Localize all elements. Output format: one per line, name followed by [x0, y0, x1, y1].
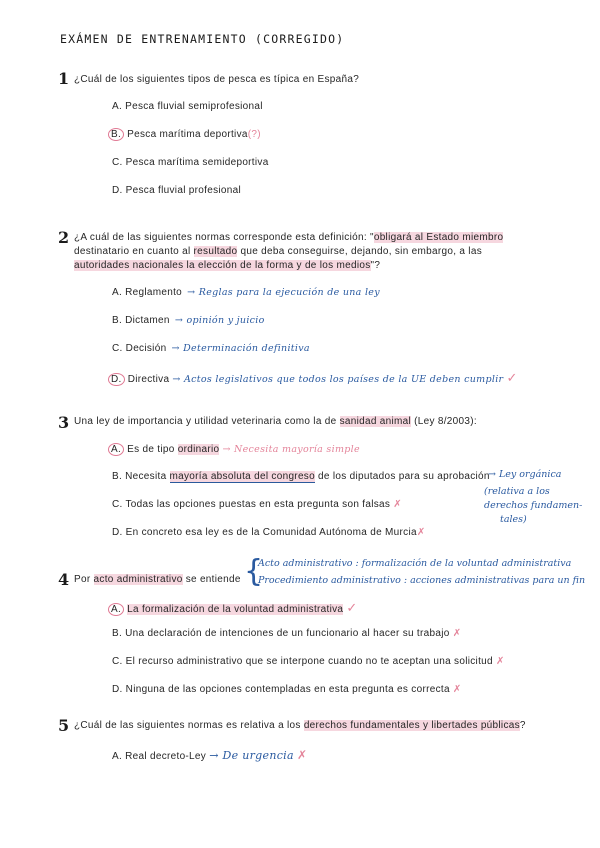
q2-option-a-text: A. Reglamento — [112, 287, 183, 298]
q4-option-c-text: C. El recurso administrativo que se interpone cuando no te aceptan una solicitud — [112, 656, 493, 667]
question-2-line-3 — [74, 259, 380, 274]
cross-icon: ✗ — [452, 684, 462, 695]
q3-option-a — [112, 443, 360, 456]
q4-text-2: se entiende — [182, 574, 241, 585]
highlight: sanidad animal — [339, 416, 412, 427]
question-number-4: 4 — [58, 570, 70, 589]
q2-option-b — [112, 315, 265, 326]
highlight: acto administrativo — [93, 574, 183, 585]
q4-option-a-text: La formalización de la voluntad administrativa — [127, 604, 344, 615]
q1-option-b — [112, 128, 261, 141]
q2-option-a — [112, 287, 380, 298]
q1-option-b-text: Pesca marítima deportiva — [127, 129, 248, 140]
q2-text-2: destinatario en cuanto al — [74, 246, 194, 257]
handwritten-note: → Actos legislativos que todos los países de la UE deben cumplir — [172, 374, 504, 385]
curly-brace-icon: { — [244, 554, 264, 589]
handwritten-note: tales) — [500, 514, 527, 525]
highlight: autoridades nacionales la elección de la forma y de los medios — [74, 260, 371, 271]
handwritten-note: (relativa a los — [484, 486, 550, 497]
q2-text-3: que deba conseguirse, dejando, sin embargo, a las — [237, 246, 482, 257]
highlight: obligará al Estado miembro — [373, 232, 504, 243]
handwritten-note: Acto administrativo : formalización de la voluntad administrativa — [258, 558, 572, 569]
q3-option-d — [112, 527, 426, 538]
question-3-text — [74, 415, 477, 430]
q3-option-a-text: Es de tipo — [127, 444, 178, 455]
q5-option-a — [112, 748, 307, 762]
selected-answer-circle: A. — [108, 443, 124, 456]
selected-answer-circle: A. — [108, 603, 124, 616]
handwritten-note: Procedimiento administrativo : acciones administrativas para un fin — [258, 575, 586, 586]
cross-icon: ✗ — [393, 499, 402, 510]
highlight: ordinario — [177, 444, 220, 455]
q3-option-c-text: C. Todas las opciones puestas en esta pregunta son falsas — [112, 499, 391, 510]
q5-option-a-text: A. Real decreto-Ley — [112, 751, 207, 762]
handwritten-note: → opinión y juicio — [174, 315, 265, 326]
handwritten-note: → Determinación definitiva — [171, 343, 310, 354]
q2-text-1: ¿A cuál de las siguientes normas corresponde esta definición: " — [74, 232, 374, 243]
cross-icon: ✗ — [452, 628, 462, 639]
q1-option-a: A. Pesca fluvial semiprofesional — [112, 101, 263, 112]
q3-option-b — [112, 471, 490, 482]
highlight: derechos fundamentales y libertades públicas — [303, 720, 520, 731]
q3-option-c — [112, 499, 402, 510]
q2-option-d-text: Directiva — [127, 374, 170, 385]
cross-icon: ✗ — [495, 656, 505, 667]
q4-option-d — [112, 684, 462, 695]
handwritten-note: derechos fundamen- — [484, 500, 583, 511]
q1-option-d: D. Pesca fluvial profesional — [112, 185, 242, 196]
q5-text-2: ? — [519, 720, 526, 731]
q3-option-d-text: D. En concreto esa ley es de la Comunidad Autónoma de Murcia — [112, 527, 417, 538]
check-icon: ✓ — [346, 600, 358, 615]
question-1-text: ¿Cuál de los siguientes tipos de pesca es típica en España? — [74, 74, 360, 85]
q5-text-1: ¿Cuál de las siguientes normas es relativa a los — [74, 720, 304, 731]
question-mark-note: (?) — [247, 129, 261, 140]
q3-text-2: (Ley 8/2003): — [411, 416, 477, 427]
question-5-text — [74, 719, 526, 734]
handwritten-note: → Ley orgánica — [488, 469, 562, 480]
q4-option-d-text: D. Ninguna de las opciones contempladas en esta pregunta es correcta — [112, 684, 450, 695]
selected-answer-circle: D. — [108, 373, 125, 386]
q1-option-c: C. Pesca marítima semideportiva — [112, 157, 269, 168]
highlight: resultado — [193, 246, 238, 257]
question-number-5: 5 — [58, 716, 70, 735]
cross-icon: ✗ — [416, 527, 426, 538]
handwritten-note: → Necesita mayoría simple — [222, 444, 360, 455]
question-4-text — [74, 573, 241, 588]
q4-option-a — [112, 600, 358, 616]
q4-option-c — [112, 656, 505, 667]
q4-text-1: Por — [74, 574, 94, 585]
q2-option-d — [112, 370, 518, 386]
handwritten-note: → De urgencia — [209, 749, 294, 762]
question-number-3: 3 — [58, 413, 70, 432]
q3-text-1: Una ley de importancia y utilidad veterinaria como la de — [74, 416, 340, 427]
question-2-line-1 — [74, 231, 503, 246]
selected-answer-circle: B. — [108, 128, 124, 141]
page-title: EXÁMEN DE ENTRENAMIENTO (CORREGIDO) — [60, 32, 345, 46]
handwritten-note: → Reglas para la ejecución de una ley — [187, 287, 380, 298]
q2-option-b-text: B. Dictamen — [112, 315, 170, 326]
q2-option-c — [112, 343, 310, 354]
highlight: mayoría absoluta del congreso — [169, 471, 315, 482]
check-icon: ✓ — [506, 370, 518, 385]
q3-option-b-text-2: de los diputados para su aprobación — [314, 471, 490, 482]
question-number-2: 2 — [58, 228, 70, 247]
q4-option-b — [112, 628, 461, 639]
question-2-line-2 — [74, 245, 482, 260]
q2-option-c-text: C. Decisión — [112, 343, 167, 354]
question-number-1: 1 — [58, 69, 70, 88]
q3-option-b-text-1: B. Necesita — [112, 471, 170, 482]
q2-text-4: "? — [370, 260, 381, 271]
cross-icon: ✗ — [296, 748, 308, 762]
q4-option-b-text: B. Una declaración de intenciones de un funcionario al hacer su trabajo — [112, 628, 450, 639]
